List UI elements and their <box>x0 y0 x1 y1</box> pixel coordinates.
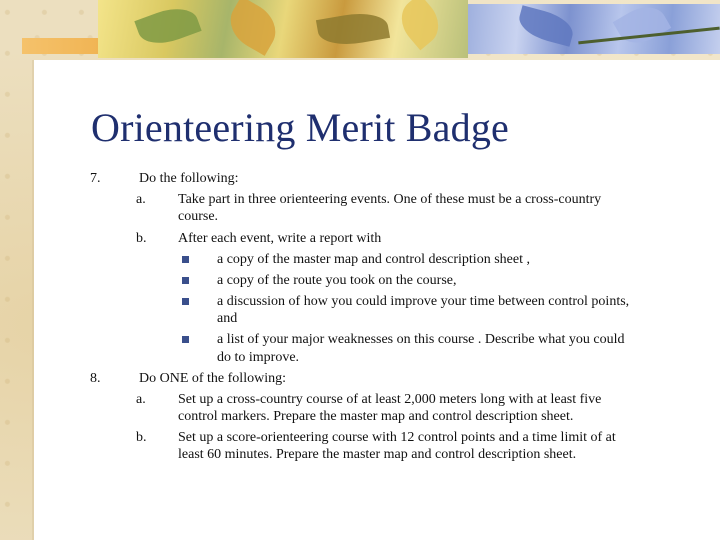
subitem-letter: b. <box>136 430 147 445</box>
item-number: 8. <box>90 371 101 386</box>
subitem-letter: b. <box>136 231 147 246</box>
bullet-line: a discussion of how you could improve your time between control points, <box>217 294 630 309</box>
subitem-letter: a. <box>136 392 146 407</box>
subitem-line: Set up a cross-country course of at least 2,000 meters long with at least five <box>178 392 602 407</box>
item-text: Do the following: <box>139 171 239 186</box>
bullet-line: do to improve. <box>217 350 300 365</box>
square-bullet-icon <box>182 277 189 284</box>
subitem-line: Take part in three orienteering events. One of these must be a cross-country <box>178 192 602 207</box>
subitem-line: After each event, write a report with <box>178 231 382 246</box>
bullet-line: and <box>217 311 238 326</box>
square-bullet-icon <box>182 298 189 305</box>
subitem-line: Set up a score-orienteering course with 12 control points and a time limit of at <box>178 430 616 445</box>
page-title: Orienteering Merit Badge <box>91 105 509 150</box>
subitem-line: control markers. Prepare the master map and control description sheet. <box>178 409 574 424</box>
item-number: 7. <box>90 171 101 186</box>
bullet-line: a list of your major weaknesses on this course . Describe what you could <box>217 332 625 347</box>
bullet-line: a copy of the master map and control description sheet , <box>217 252 530 267</box>
bullet-line: a copy of the route you took on the course, <box>217 273 457 288</box>
subitem-letter: a. <box>136 192 146 207</box>
square-bullet-icon <box>182 336 189 343</box>
item-text: Do ONE of the following: <box>139 371 286 386</box>
subitem-line: course. <box>178 209 219 224</box>
square-bullet-icon <box>182 256 189 263</box>
subitem-line: least 60 minutes. Prepare the master map and control description sheet. <box>178 447 577 462</box>
